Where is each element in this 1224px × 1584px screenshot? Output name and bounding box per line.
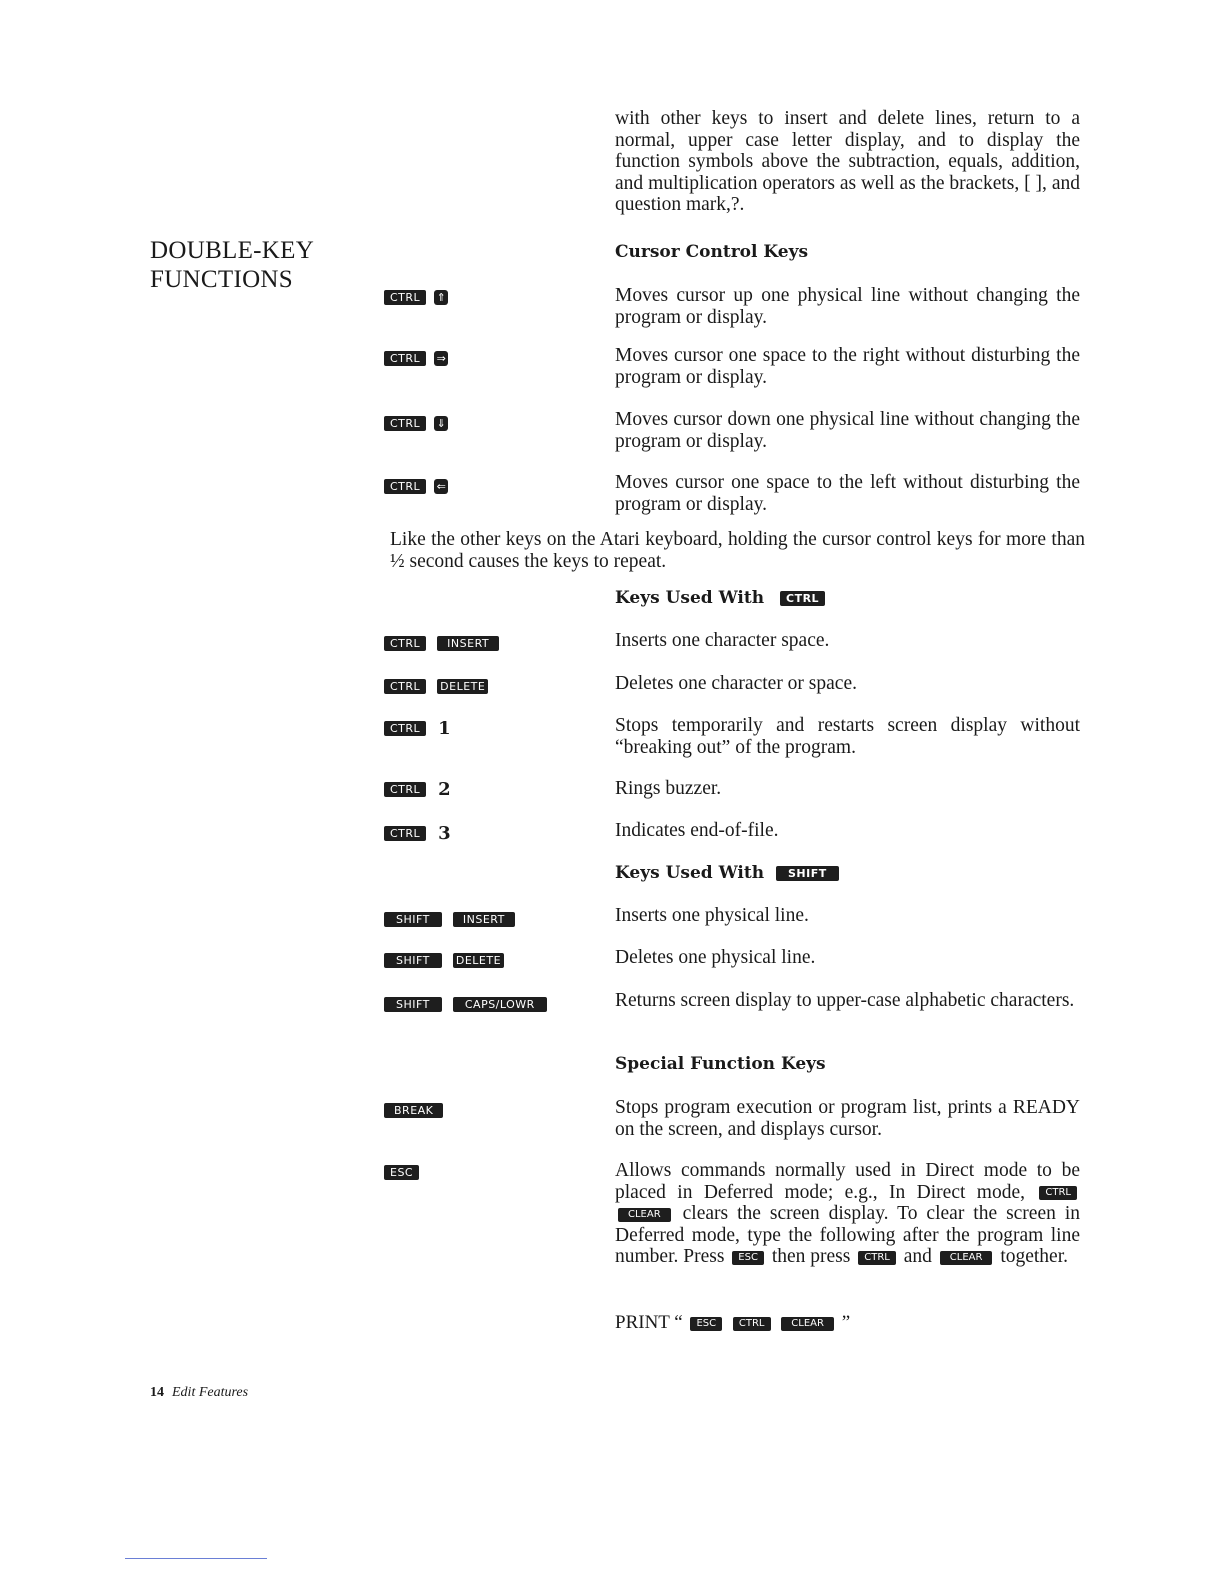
insert-key: INSERT bbox=[453, 912, 515, 927]
ctrl-1-combo bbox=[384, 718, 451, 739]
ctrl-key: CTRL bbox=[1039, 1186, 1077, 1200]
shift-caps-combo bbox=[384, 994, 547, 1013]
ctrl-3-desc: Indicates end-of-file. bbox=[615, 820, 779, 841]
esc-desc-part-2: clears the screen display. To clear the screen in Deferred mode, type the following after the program line number. Press bbox=[615, 1203, 1080, 1267]
shift-insert-desc: Inserts one physical line. bbox=[615, 905, 809, 926]
ctrl-2-desc: Rings buzzer. bbox=[615, 778, 722, 799]
ctrl-key: CTRL bbox=[858, 1251, 896, 1265]
up-arrow-icon: ⇑ bbox=[434, 290, 448, 305]
ctrl-key: CTRL bbox=[384, 416, 426, 431]
divider bbox=[125, 1558, 267, 1559]
print-suffix: ” bbox=[841, 1312, 851, 1333]
ctrl-3-combo bbox=[384, 823, 451, 844]
cursor-key-combo-up bbox=[384, 287, 448, 306]
cursor-key-combo-left bbox=[384, 476, 448, 495]
left-arrow-icon: ⇐ bbox=[434, 479, 448, 494]
ctrl-key: CTRL bbox=[780, 591, 825, 606]
delete-key: DELETE bbox=[453, 953, 504, 968]
right-arrow-icon: ⇒ bbox=[434, 351, 448, 366]
down-arrow-icon: ⇓ bbox=[434, 416, 448, 431]
shift-insert-combo bbox=[384, 909, 515, 928]
caps-lowr-key: CAPS/LOWR bbox=[453, 997, 547, 1012]
clear-key: CLEAR bbox=[781, 1317, 834, 1331]
ctrl-key: CTRL bbox=[384, 679, 426, 694]
cursor-desc-right: Moves cursor one space to the right without disturbing the program or display. bbox=[615, 345, 1080, 388]
ctrl-2-combo bbox=[384, 779, 451, 800]
esc-desc-part-4: and bbox=[903, 1246, 932, 1267]
ctrl-key: CTRL bbox=[384, 826, 426, 841]
esc-desc-part-5: together. bbox=[1000, 1246, 1069, 1267]
ctrl-key: CTRL bbox=[384, 351, 426, 366]
cursor-desc-left: Moves cursor one space to the left without disturbing the program or display. bbox=[615, 472, 1080, 515]
special-heading: Special Function Keys bbox=[615, 1054, 826, 1074]
section-title: DOUBLE-KEY FUNCTIONS bbox=[150, 237, 314, 293]
clear-key: CLEAR bbox=[618, 1208, 671, 1222]
break-key: BREAK bbox=[384, 1103, 443, 1118]
ctrl-key: CTRL bbox=[384, 782, 426, 797]
ctrl-delete-combo bbox=[384, 676, 488, 695]
shift-key: SHIFT bbox=[384, 912, 442, 927]
break-desc: Stops program execution or program list, prints a READY on the screen, and displays cursor. bbox=[615, 1097, 1080, 1140]
ctrl-keys-heading bbox=[615, 588, 825, 608]
intro-paragraph: with other keys to insert and delete lines, return to a normal, upper case letter display, and to display the function symbols above the subtraction, equals, addition, and multiplication operators as well as the brackets, [ ], and question mark,?. bbox=[615, 108, 1080, 215]
break-key-combo bbox=[384, 1100, 443, 1119]
ctrl-insert-desc: Inserts one character space. bbox=[615, 630, 830, 651]
shift-caps-desc: Returns screen display to upper-case alphabetic characters. bbox=[615, 990, 1075, 1011]
esc-key-combo bbox=[384, 1162, 419, 1181]
shift-delete-desc: Deletes one physical line. bbox=[615, 947, 816, 968]
esc-key: ESC bbox=[384, 1165, 419, 1180]
cursor-heading: Cursor Control Keys bbox=[615, 242, 809, 262]
number-2-key: 2 bbox=[438, 779, 451, 800]
shift-keys-heading-text: Keys Used With bbox=[615, 863, 765, 883]
number-3-key: 3 bbox=[438, 823, 451, 844]
cursor-key-combo-down bbox=[384, 413, 448, 432]
page-number: 14 bbox=[150, 1385, 164, 1400]
cursor-desc-up: Moves cursor up one physical line without changing the program or display. bbox=[615, 285, 1080, 328]
ctrl-key: CTRL bbox=[384, 721, 426, 736]
clear-key: CLEAR bbox=[940, 1251, 993, 1265]
cursor-repeat-note: Like the other keys on the Atari keyboard, holding the cursor control keys for more than ½ second causes the keys to repeat. bbox=[390, 529, 1085, 572]
ctrl-1-desc: Stops temporarily and restarts screen display without “breaking out” of the program. bbox=[615, 715, 1080, 758]
esc-desc-part-3: then press bbox=[771, 1246, 851, 1267]
esc-desc-part-1: Allows commands normally used in Direct mode to be placed in Deferred mode; e.g., In Direct mode, bbox=[615, 1160, 1080, 1203]
print-example bbox=[615, 1312, 850, 1334]
shift-delete-combo bbox=[384, 950, 504, 969]
shift-keys-heading bbox=[615, 863, 839, 883]
ctrl-keys-heading-text: Keys Used With bbox=[615, 588, 765, 608]
ctrl-key: CTRL bbox=[384, 290, 426, 305]
ctrl-insert-combo bbox=[384, 633, 499, 652]
esc-key: ESC bbox=[732, 1251, 764, 1265]
ctrl-key: CTRL bbox=[384, 479, 426, 494]
shift-key: SHIFT bbox=[384, 997, 442, 1012]
esc-key: ESC bbox=[690, 1317, 722, 1331]
ctrl-delete-desc: Deletes one character or space. bbox=[615, 673, 857, 694]
esc-desc bbox=[615, 1160, 1080, 1268]
chapter-title: Edit Features bbox=[172, 1385, 249, 1400]
delete-key: DELETE bbox=[437, 679, 488, 694]
cursor-key-combo-right bbox=[384, 348, 448, 367]
ctrl-key: CTRL bbox=[733, 1317, 771, 1331]
number-1-key: 1 bbox=[438, 718, 451, 739]
page-footer bbox=[150, 1385, 248, 1401]
shift-key: SHIFT bbox=[776, 866, 839, 881]
ctrl-key: CTRL bbox=[384, 636, 426, 651]
cursor-desc-down: Moves cursor down one physical line without changing the program or display. bbox=[615, 409, 1080, 452]
shift-key: SHIFT bbox=[384, 953, 442, 968]
print-prefix: PRINT “ bbox=[615, 1312, 683, 1333]
insert-key: INSERT bbox=[437, 636, 499, 651]
